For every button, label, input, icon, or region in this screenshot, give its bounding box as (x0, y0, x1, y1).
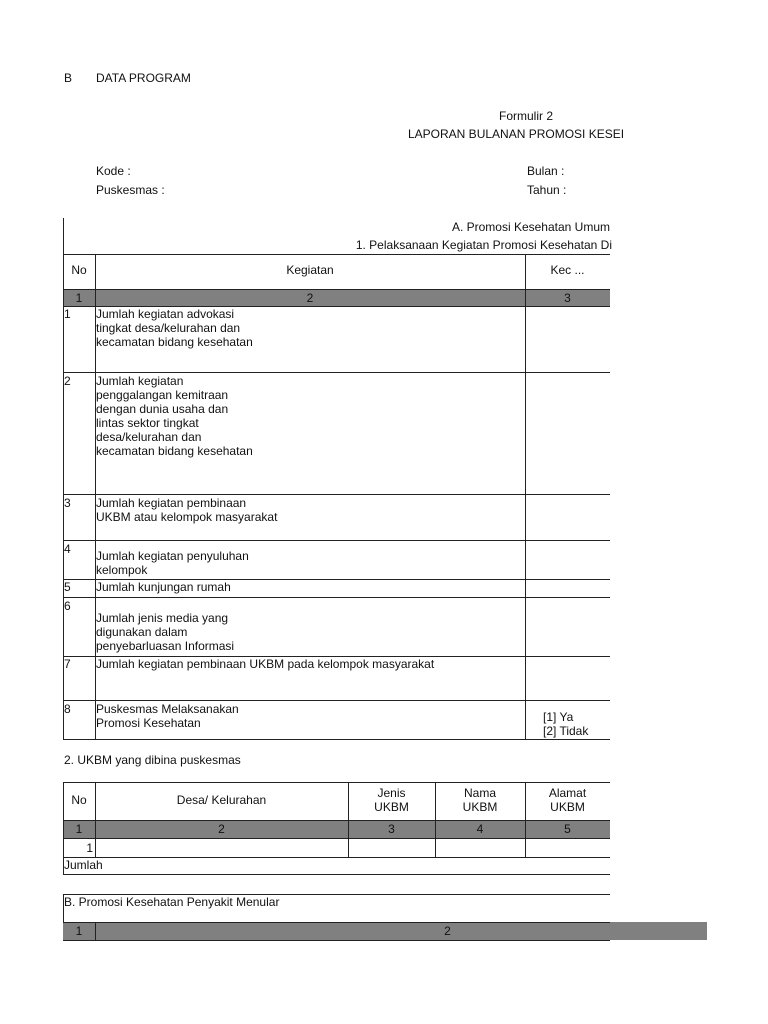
col-header-kec: Kec ... (550, 263, 585, 277)
puskesmas-label: Puskesmas : (96, 183, 165, 197)
section-letter: B (64, 71, 73, 85)
part-b-col-number-1: 1 (75, 924, 83, 938)
row-no: 8 (64, 702, 71, 716)
tahun-label: Tahun : (527, 183, 567, 197)
ukbm-col-number-4: 4 (476, 822, 484, 836)
row-kegiatan: Jumlah kegiatan penyuluhan kelompok (96, 549, 249, 577)
row-kegiatan: Puskesmas Melaksanakan Promosi Kesehatan (96, 702, 239, 730)
part-a-title: A. Promosi Kesehatan Umum (451, 220, 610, 234)
ukbm-col-number-1: 1 (75, 822, 83, 836)
row-no: 7 (64, 657, 71, 671)
ukbm-title: 2. UKBM yang dibina puskesmas (64, 753, 241, 767)
ukbm-col-alamat: Alamat UKBM (548, 786, 587, 814)
row-no: 6 (64, 599, 71, 613)
row-no: 1 (64, 307, 71, 321)
col-number-3: 3 (564, 291, 571, 305)
ukbm-col-number-5: 5 (564, 822, 571, 836)
ukbm-total-label: Jumlah (64, 858, 103, 872)
report-title: LAPORAN BULANAN PROMOSI KESEI (408, 127, 625, 141)
col-number-2: 2 (306, 291, 314, 305)
ukbm-col-desa: Desa/ Kelurahan (176, 793, 267, 807)
row-kegiatan: Jumlah kegiatan advokasi tingkat desa/kelurahan dan kecamatan bidang kesehatan (96, 307, 253, 349)
row-no: 4 (64, 542, 71, 556)
row-no: 5 (64, 580, 71, 594)
row-no: 2 (64, 374, 71, 388)
ukbm-col-jenis: Jenis UKBM (374, 786, 409, 814)
row-kegiatan: Jumlah kunjungan rumah (96, 580, 231, 594)
row-value-options: [1] Ya [2] Tidak (543, 710, 589, 738)
section-title: DATA PROGRAM (96, 71, 191, 85)
ukbm-col-number-2: 2 (218, 822, 225, 836)
row-kegiatan: Jumlah kegiatan pembinaan UKBM pada kelompok masyarakat (96, 657, 435, 671)
form-number: Formulir 2 (499, 109, 554, 123)
row-kegiatan: Jumlah kegiatan pembinaan UKBM atau kelompok masyarakat (96, 496, 278, 524)
kode-label: Kode : (96, 164, 131, 178)
ukbm-col-number-3: 3 (388, 822, 395, 836)
col-header-no: No (71, 263, 87, 277)
ukbm-col-nama: Nama UKBM (462, 786, 498, 814)
part-b-col-number-2: 2 (444, 924, 451, 938)
part-a-subtitle: 1. Pelaksanaan Kegiatan Promosi Kesehatan Di (355, 238, 612, 252)
ukbm-col-no: No (71, 793, 87, 807)
row-kegiatan: Jumlah jenis media yang digunakan dalam penyebarluasan Informasi (96, 611, 235, 653)
col-header-kegiatan: Kegiatan (286, 263, 334, 277)
row-kegiatan: Jumlah kegiatan penggalangan kemitraan dengan dunia usaha dan lintas sektor tingkat desa/kelurahan dan kecamatan bidang kesehatan (96, 374, 253, 458)
bulan-label: Bulan : (527, 164, 565, 178)
part-b-title: B. Promosi Kesehatan Penyakit Menular (64, 895, 280, 909)
ukbm-row-no: 1 (86, 841, 93, 855)
col-number-1: 1 (75, 291, 83, 305)
row-no: 3 (64, 496, 71, 510)
